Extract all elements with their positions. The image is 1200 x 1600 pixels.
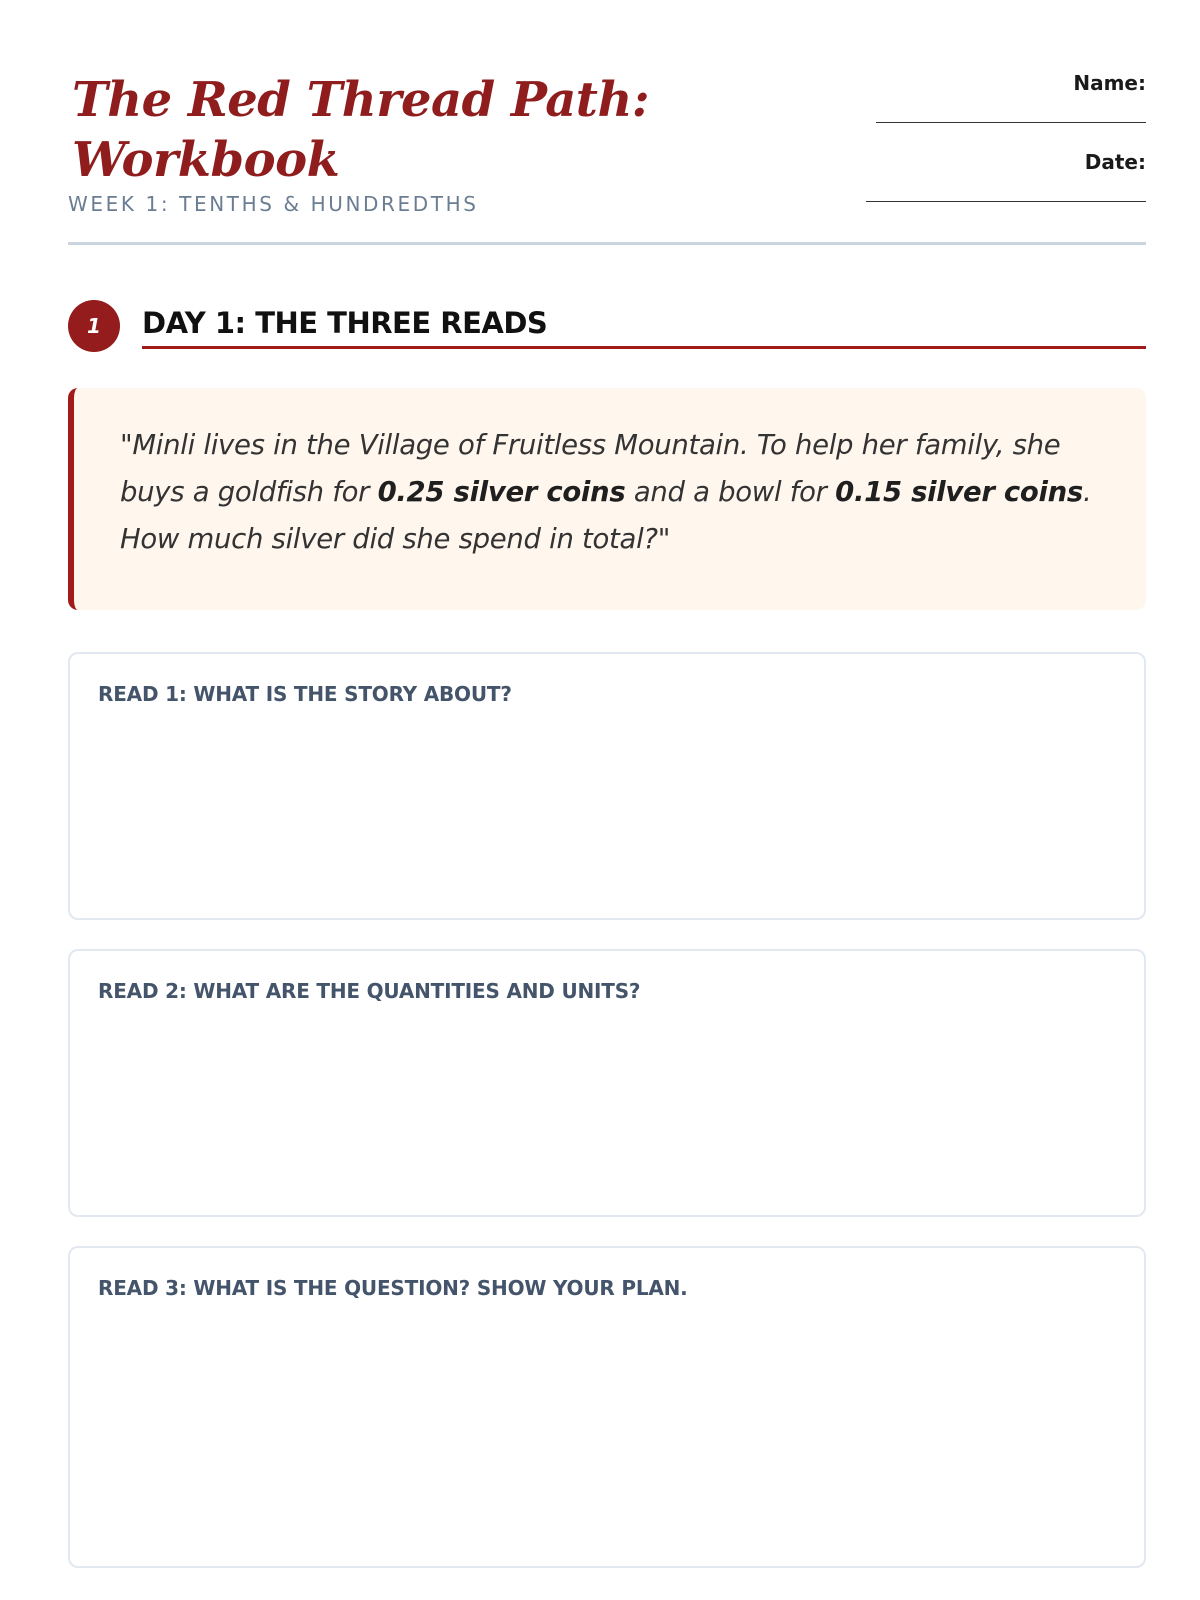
read-3-answer-box[interactable] <box>68 1246 1146 1568</box>
story-text-part-3: . How much silver did she spend in total?" <box>120 476 1092 555</box>
student-info-fields <box>856 70 1146 202</box>
read-1-label: READ 1: WHAT IS THE STORY ABOUT? <box>98 682 512 706</box>
read-2-label: READ 2: WHAT ARE THE QUANTITIES AND UNITS? <box>98 979 641 1003</box>
title-line-2: Workbook <box>72 132 340 188</box>
read-2-answer-box[interactable] <box>68 949 1146 1217</box>
page-header <box>68 70 1146 250</box>
story-text-part-1: "Minli lives in the Village of Fruitless Mountain. To help her family, she buys a goldfish for <box>120 429 1061 508</box>
story-amount-goldfish: 0.25 silver coins <box>377 476 626 508</box>
date-field-line[interactable] <box>866 201 1146 202</box>
name-label: Name: <box>1073 71 1146 95</box>
day-title: DAY 1: THE THREE READS <box>142 304 1146 349</box>
workbook-page <box>68 0 1146 1600</box>
page-title <box>72 70 692 190</box>
day-number-badge: 1 <box>68 300 120 352</box>
date-label: Date: <box>1084 150 1146 174</box>
story-amount-bowl: 0.15 silver coins <box>835 476 1083 508</box>
read-1-answer-box[interactable] <box>68 652 1146 920</box>
read-3-label: READ 3: WHAT IS THE QUESTION? SHOW YOUR PLAN. <box>98 1276 688 1300</box>
page-subtitle: WEEK 1: TENTHS & HUNDREDTHS <box>68 192 479 216</box>
name-field-line[interactable] <box>876 122 1146 123</box>
story-text-part-2: and a bowl for <box>625 476 836 508</box>
header-divider <box>68 242 1146 245</box>
title-line-1: The Red Thread Path: <box>72 72 650 128</box>
story-problem-box <box>68 388 1146 610</box>
day-section-header <box>68 300 1146 360</box>
